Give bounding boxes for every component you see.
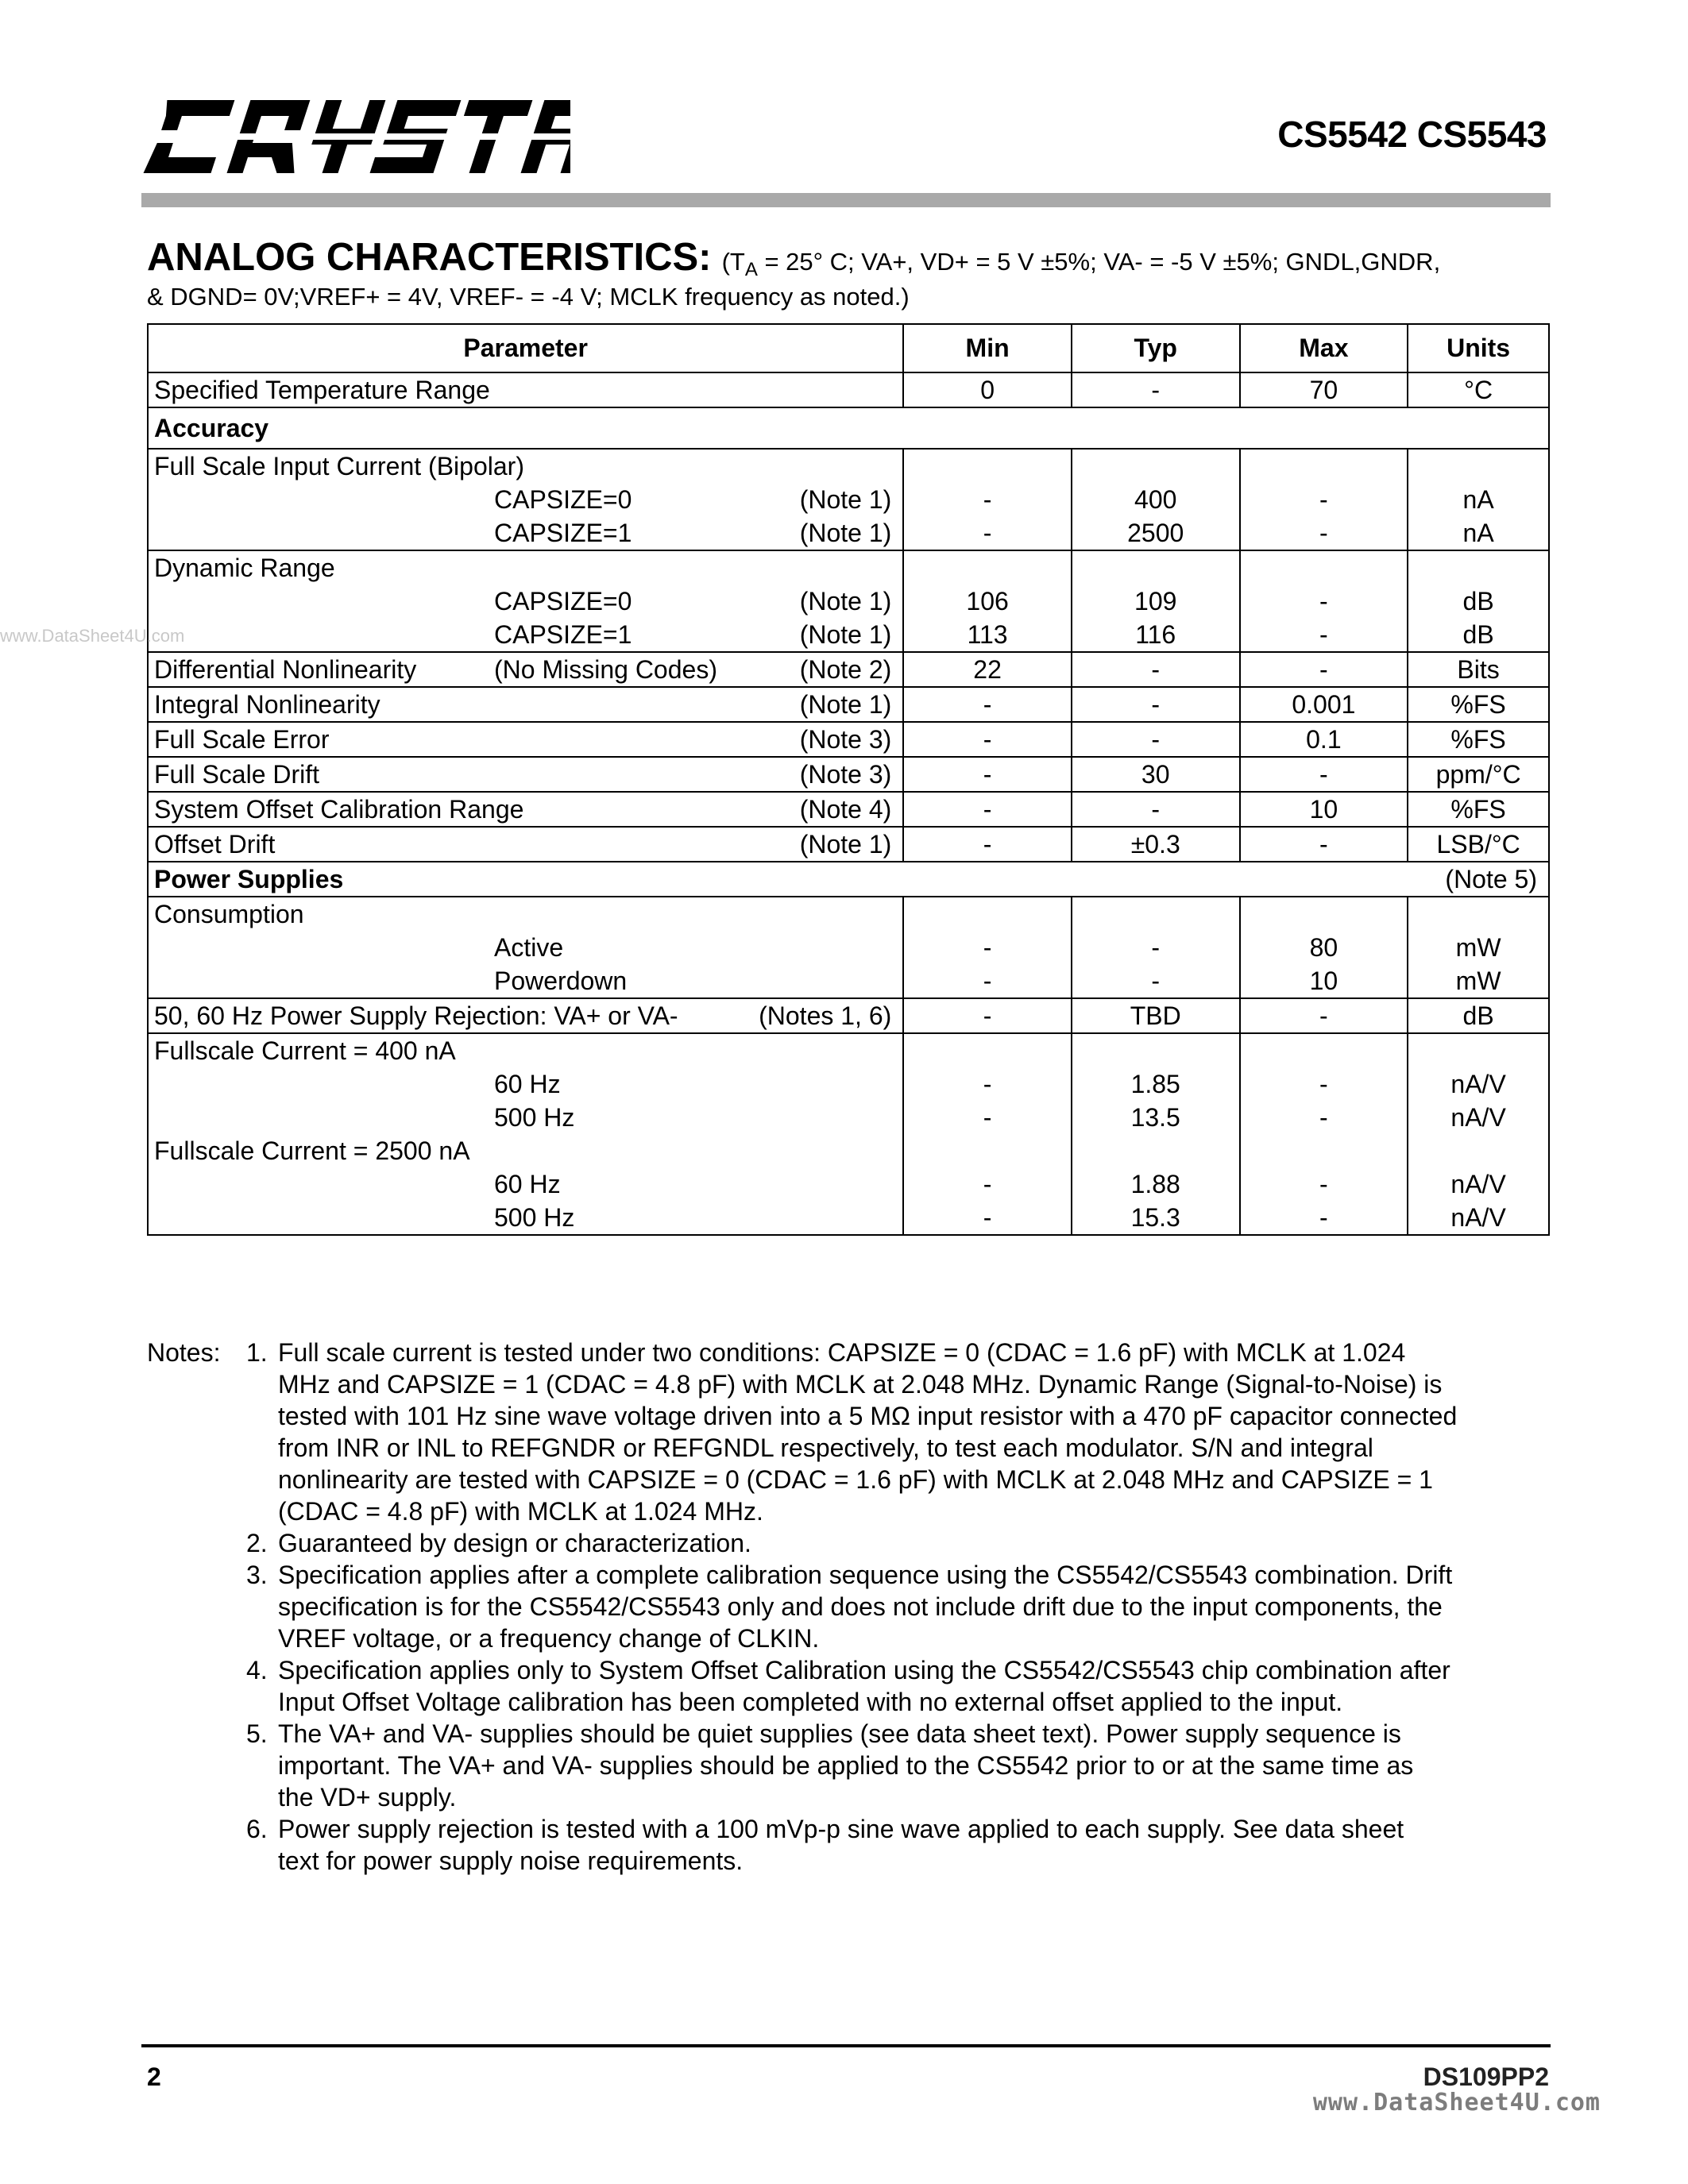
- typ-value: 30: [1141, 760, 1170, 789]
- max-value: 80: [1309, 933, 1338, 962]
- unit-value: %FS: [1450, 690, 1506, 719]
- parameter-line: [154, 585, 902, 618]
- note-text-line: nonlinearity are tested with CAPSIZE = 0 (CDAC = 1.6 pF) with MCLK at 2.048 MHz and CAPSIZE = 1: [278, 1465, 1433, 1494]
- section-title: [147, 234, 1553, 312]
- typ-cell: [1072, 792, 1240, 827]
- parameter-cell: [148, 652, 903, 687]
- max-value: -: [1319, 587, 1328, 615]
- parameter-line: [154, 653, 902, 686]
- typ-value: 13.5: [1130, 1103, 1180, 1132]
- unit-cell: [1408, 722, 1549, 757]
- parameter-cell: [148, 757, 903, 792]
- unit-value: dB: [1462, 620, 1494, 649]
- note-number: 5.: [246, 1719, 268, 1748]
- unit-value: %FS: [1450, 725, 1506, 754]
- typ-value: 1.88: [1130, 1170, 1180, 1198]
- note-ref: (Note 4): [799, 795, 892, 824]
- note-ref: (Note 3): [799, 725, 892, 754]
- notes-section: [147, 1337, 1561, 1877]
- parameter-line: [154, 1101, 902, 1134]
- typ-value: 109: [1134, 587, 1177, 615]
- parameter-line: [154, 483, 902, 516]
- max-value: [1241, 551, 1408, 585]
- max-cell: [1240, 792, 1408, 827]
- note-text-line: Specification applies only to System Offset Calibration using the CS5542/CS5543 chip combination after: [278, 1656, 1450, 1684]
- parameter-line: [154, 618, 902, 651]
- note-text-line: Specification applies after a complete calibration sequence using the CS5542/CS5543 combination. Drift: [278, 1561, 1453, 1589]
- unit-cell: [1408, 1033, 1549, 1235]
- note-item: [147, 1527, 1561, 1559]
- parameter-cell: [148, 722, 903, 757]
- condition-label: CAPSIZE=1: [494, 519, 632, 547]
- min-value: -: [983, 1203, 992, 1232]
- parameter-line: [154, 450, 902, 483]
- parameter-name: Offset Drift: [154, 830, 276, 859]
- parameter-name: Fullscale Current = 400 nA: [154, 1036, 456, 1065]
- max-value: 10: [1309, 795, 1338, 824]
- note-item: [147, 1559, 1561, 1654]
- max-cell: [1240, 722, 1408, 757]
- typ-value: [1072, 1034, 1239, 1067]
- note-text-line: The VA+ and VA- supplies should be quiet supplies (see data sheet text). Power supply sequence is: [278, 1719, 1401, 1748]
- note-number: 6.: [246, 1815, 268, 1843]
- unit-value: nA/V: [1450, 1103, 1506, 1132]
- header-parameter: Parameter: [148, 324, 903, 372]
- min-value: -: [983, 967, 992, 995]
- unit-value: [1408, 450, 1548, 483]
- parameter-name: Full Scale Error: [154, 725, 330, 754]
- table-row: [148, 722, 1549, 757]
- parameter-cell: [148, 897, 903, 998]
- crystal-logo: [141, 94, 570, 181]
- parameter-line: [154, 1201, 902, 1234]
- max-value: -: [1319, 1103, 1328, 1132]
- min-value: [904, 551, 1071, 585]
- parameter-cell: [148, 687, 903, 722]
- note-text-line: text for power supply noise requirements.: [278, 1846, 744, 1875]
- min-cell: [903, 1033, 1072, 1235]
- typ-value: TBD: [1130, 1001, 1181, 1030]
- min-value: -: [983, 485, 992, 514]
- min-cell: [903, 757, 1072, 792]
- max-cell: [1240, 897, 1408, 998]
- max-cell: [1240, 449, 1408, 550]
- min-value: [904, 1134, 1071, 1167]
- parameter-line: [154, 964, 902, 997]
- min-cell: [903, 897, 1072, 998]
- min-value: 0: [980, 376, 995, 404]
- condition-label: CAPSIZE=0: [494, 587, 632, 615]
- min-value: -: [983, 1070, 992, 1098]
- note-text-line: Power supply rejection is tested with a 100 mVp-p sine wave applied to each supply. See data sheet: [278, 1815, 1404, 1843]
- parameter-cell: [148, 792, 903, 827]
- note-ref: (Note 1): [799, 587, 892, 615]
- table-row: [148, 757, 1549, 792]
- max-value: 0.1: [1306, 725, 1342, 754]
- min-value: 106: [966, 587, 1009, 615]
- note-text-line: Input Offset Voltage calibration has been completed with no external offset applied to the input.: [278, 1688, 1343, 1716]
- parameter-cell: [148, 550, 903, 652]
- min-value: -: [983, 1001, 992, 1030]
- note-ref: (Notes 1, 6): [759, 1001, 892, 1030]
- max-value: 70: [1309, 376, 1338, 404]
- table-row: [148, 449, 1549, 550]
- typ-value: [1072, 1134, 1239, 1167]
- max-cell: [1240, 372, 1408, 407]
- parameter-name: Full Scale Input Current (Bipolar): [154, 452, 524, 480]
- parameter-cell: [148, 827, 903, 862]
- parameter-cell: [148, 407, 1549, 449]
- note-ref: (Note 5): [1445, 865, 1537, 893]
- typ-cell: [1072, 757, 1240, 792]
- table-row: [148, 1033, 1549, 1235]
- max-cell: [1240, 652, 1408, 687]
- parameter-name: Full Scale Drift: [154, 760, 320, 789]
- section-heading: ANALOG CHARACTERISTICS:: [147, 236, 712, 279]
- parameter-name: Power Supplies: [154, 865, 344, 893]
- unit-value: [1408, 897, 1548, 931]
- unit-value: mW: [1455, 967, 1501, 995]
- table-header-row: [148, 324, 1549, 372]
- note-text-line: specification is for the CS5542/CS5543 only and does not include drift due to the input components, the: [278, 1592, 1443, 1621]
- unit-value: [1408, 1134, 1548, 1167]
- min-value: -: [983, 690, 992, 719]
- table-row: [148, 407, 1549, 449]
- unit-cell: [1408, 827, 1549, 862]
- parameter-line: [154, 1067, 902, 1101]
- parameter-name: Dynamic Range: [154, 554, 335, 582]
- unit-cell: [1408, 449, 1549, 550]
- parameter-cell: [148, 998, 903, 1033]
- typ-value: -: [1151, 690, 1161, 719]
- header-typ: Typ: [1072, 324, 1240, 372]
- max-value: -: [1319, 1170, 1328, 1198]
- bottom-watermark: www.DataSheet4U.com: [1312, 2089, 1601, 2116]
- max-value: -: [1319, 1203, 1328, 1232]
- note-ref: (Note 1): [799, 830, 892, 859]
- condition-label: 60 Hz: [494, 1170, 561, 1198]
- min-cell: [903, 550, 1072, 652]
- min-value: 22: [973, 655, 1002, 684]
- table-row: [148, 827, 1549, 862]
- parameter-line: [154, 1134, 902, 1167]
- condition-qualifier: (No Missing Codes): [494, 655, 717, 684]
- note-text-line: tested with 101 Hz sine wave voltage driven into a 5 MΩ input resistor with a 470 pF capacitor connected: [278, 1402, 1458, 1430]
- note-text-line: (CDAC = 4.8 pF) with MCLK at 1.024 MHz.: [278, 1497, 763, 1526]
- condition-label: 500 Hz: [494, 1203, 575, 1232]
- document-id: DS109PP2: [1423, 2062, 1549, 2091]
- table-row: [148, 652, 1549, 687]
- conditions-line2: & DGND= 0V;VREF+ = 4V, VREF- = -4 V; MCLK frequency as noted.): [147, 282, 910, 311]
- condition-label: CAPSIZE=1: [494, 620, 632, 649]
- note-text-line: the VD+ supply.: [278, 1783, 457, 1812]
- note-text-line: MHz and CAPSIZE = 1 (CDAC = 4.8 pF) with MCLK at 2.048 MHz. Dynamic Range (Signal-to-Noise) is: [278, 1370, 1443, 1399]
- unit-cell: [1408, 550, 1549, 652]
- max-cell: [1240, 827, 1408, 862]
- min-cell: [903, 687, 1072, 722]
- table-row: [148, 897, 1549, 998]
- max-value: 10: [1309, 967, 1338, 995]
- unit-value: dB: [1462, 1001, 1494, 1030]
- max-value: -: [1319, 620, 1328, 649]
- unit-value: mW: [1455, 933, 1501, 962]
- condition-label: 60 Hz: [494, 1070, 561, 1098]
- notes-label: Notes:: [147, 1338, 221, 1367]
- condition-label: 500 Hz: [494, 1103, 575, 1132]
- note-text-line: Full scale current is tested under two conditions: CAPSIZE = 0 (CDAC = 1.6 pF) with MCLK at 1.024: [278, 1338, 1406, 1367]
- header-min: Min: [903, 324, 1072, 372]
- note-number: 2.: [246, 1529, 268, 1557]
- unit-value: nA/V: [1450, 1170, 1506, 1198]
- typ-cell: [1072, 827, 1240, 862]
- max-cell: [1240, 687, 1408, 722]
- unit-value: [1408, 551, 1548, 585]
- parameter-line: [154, 373, 902, 407]
- note-item: [147, 1337, 1561, 1527]
- max-value: -: [1319, 485, 1328, 514]
- parameter-line: [154, 862, 1548, 896]
- parameter-line: [154, 723, 902, 756]
- parameter-cell: [148, 862, 1549, 897]
- unit-cell: [1408, 372, 1549, 407]
- parameter-line: [154, 1034, 902, 1067]
- typ-value: 2500: [1127, 519, 1184, 547]
- unit-cell: [1408, 652, 1549, 687]
- parameter-line: [154, 793, 902, 826]
- header-rule: [141, 193, 1551, 207]
- min-value: -: [983, 725, 992, 754]
- typ-cell: [1072, 372, 1240, 407]
- typ-cell: [1072, 550, 1240, 652]
- typ-cell: [1072, 652, 1240, 687]
- unit-value: nA/V: [1450, 1203, 1506, 1232]
- typ-value: -: [1151, 967, 1161, 995]
- typ-value: 400: [1134, 485, 1177, 514]
- min-value: [904, 1034, 1071, 1067]
- parameter-name: Consumption: [154, 900, 304, 928]
- unit-value: LSB/°C: [1436, 830, 1520, 859]
- unit-value: nA: [1462, 485, 1494, 514]
- analog-characteristics-table: [147, 323, 1550, 1236]
- note-item: [147, 1654, 1561, 1718]
- page-number: 2: [147, 2062, 161, 2091]
- parameter-line: [154, 931, 902, 964]
- typ-cell: [1072, 449, 1240, 550]
- parameter-line: [154, 1167, 902, 1201]
- parameter-name: 50, 60 Hz Power Supply Rejection: VA+ or VA-: [154, 1001, 678, 1030]
- min-value: [904, 450, 1071, 483]
- max-value: -: [1319, 655, 1328, 684]
- typ-value: [1072, 551, 1239, 585]
- max-value: 0.001: [1292, 690, 1356, 719]
- typ-cell: [1072, 998, 1240, 1033]
- parameter-name: Specified Temperature Range: [154, 376, 490, 404]
- parameter-name: Accuracy: [154, 414, 269, 442]
- note-text-line: from INR or INL to REFGNDR or REFGNDL respectively, to test each modulator. S/N and integral: [278, 1433, 1373, 1462]
- max-value: [1241, 897, 1408, 931]
- note-ref: (Note 1): [799, 485, 892, 514]
- unit-cell: [1408, 792, 1549, 827]
- header-max: Max: [1240, 324, 1408, 372]
- notes-list: [147, 1337, 1561, 1877]
- parameter-name: System Offset Calibration Range: [154, 795, 524, 824]
- max-value: -: [1319, 1001, 1328, 1030]
- typ-value: [1072, 450, 1239, 483]
- condition-label: CAPSIZE=0: [494, 485, 632, 514]
- min-value: [904, 897, 1071, 931]
- parameter-line: [154, 411, 1548, 445]
- parameter-cell: [148, 1033, 903, 1235]
- unit-value: %FS: [1450, 795, 1506, 824]
- table-row: [148, 687, 1549, 722]
- note-item: [147, 1718, 1561, 1813]
- min-value: -: [983, 933, 992, 962]
- min-cell: [903, 998, 1072, 1033]
- typ-cell: [1072, 722, 1240, 757]
- unit-cell: [1408, 897, 1549, 998]
- note-ref: (Note 3): [799, 760, 892, 789]
- unit-value: dB: [1462, 587, 1494, 615]
- min-value: -: [983, 795, 992, 824]
- typ-value: -: [1151, 725, 1161, 754]
- max-cell: [1240, 998, 1408, 1033]
- max-cell: [1240, 1033, 1408, 1235]
- parameter-line: [154, 897, 902, 931]
- table-row: [148, 550, 1549, 652]
- condition-label: Powerdown: [494, 967, 628, 995]
- note-ref: (Note 1): [799, 690, 892, 719]
- table-row: [148, 372, 1549, 407]
- typ-cell: [1072, 897, 1240, 998]
- unit-value: °C: [1464, 376, 1493, 404]
- min-cell: [903, 827, 1072, 862]
- min-value: 113: [967, 620, 1008, 649]
- parameter-cell: [148, 372, 903, 407]
- note-number: 1.: [246, 1338, 268, 1367]
- parameter-name: Fullscale Current = 2500 nA: [154, 1136, 470, 1165]
- note-ref: (Note 1): [799, 519, 892, 547]
- typ-value: -: [1151, 376, 1161, 404]
- conditions: ($T_A = 25^\circ$ C; VA+, VD+ = 5 V ±5%; VA- = -5 V ±5%; GNDL,GNDR,: [721, 248, 1441, 281]
- min-cell: [903, 449, 1072, 550]
- typ-value: -: [1151, 933, 1161, 962]
- note-number: 3.: [246, 1561, 268, 1589]
- typ-cell: [1072, 1033, 1240, 1235]
- typ-value: 1.85: [1130, 1070, 1180, 1098]
- note-ref: (Note 2): [799, 655, 892, 684]
- parameter-line: [154, 688, 902, 721]
- unit-value: nA: [1462, 519, 1494, 547]
- min-cell: [903, 372, 1072, 407]
- note-ref: (Note 1): [799, 620, 892, 649]
- part-numbers: CS5542 CS5543: [1277, 114, 1547, 155]
- parameter-line: [154, 551, 902, 585]
- typ-value: [1072, 897, 1239, 931]
- condition-label: Active: [494, 933, 564, 962]
- table-body: [148, 372, 1549, 1235]
- note-text-line: important. The VA+ and VA- supplies should be applied to the CS5542 prior to or at the same time as: [278, 1751, 1414, 1780]
- typ-value: 15.3: [1130, 1203, 1180, 1232]
- max-value: -: [1319, 760, 1328, 789]
- max-value: [1241, 1134, 1408, 1167]
- footer-rule: [141, 2044, 1551, 2047]
- typ-value: 116: [1135, 620, 1176, 649]
- note-number: 4.: [246, 1656, 268, 1684]
- parameter-cell: [148, 449, 903, 550]
- min-value: -: [983, 830, 992, 859]
- header-units: Units: [1408, 324, 1549, 372]
- min-cell: [903, 792, 1072, 827]
- max-value: -: [1319, 519, 1328, 547]
- parameter-name: Differential Nonlinearity: [154, 655, 417, 684]
- max-value: [1241, 1034, 1408, 1067]
- min-cell: [903, 652, 1072, 687]
- note-text-line: Guaranteed by design or characterization.: [278, 1529, 751, 1557]
- unit-cell: [1408, 687, 1549, 722]
- min-value: -: [983, 1170, 992, 1198]
- typ-value: ±0.3: [1130, 830, 1180, 859]
- max-cell: [1240, 550, 1408, 652]
- parameter-line: [154, 758, 902, 791]
- min-value: -: [983, 519, 992, 547]
- max-value: -: [1319, 1070, 1328, 1098]
- max-value: [1241, 450, 1408, 483]
- table-row: [148, 792, 1549, 827]
- note-text-line: VREF voltage, or a frequency change of CLKIN.: [278, 1624, 820, 1653]
- parameter-line: [154, 516, 902, 550]
- typ-cell: [1072, 687, 1240, 722]
- unit-cell: [1408, 757, 1549, 792]
- unit-value: [1408, 1034, 1548, 1067]
- unit-cell: [1408, 998, 1549, 1033]
- typ-value: -: [1151, 795, 1161, 824]
- parameter-line: [154, 828, 902, 861]
- min-value: -: [983, 760, 992, 789]
- note-item: [147, 1813, 1561, 1877]
- parameter-line: [154, 999, 902, 1032]
- min-value: -: [983, 1103, 992, 1132]
- min-cell: [903, 722, 1072, 757]
- unit-value: nA/V: [1450, 1070, 1506, 1098]
- max-value: -: [1319, 830, 1328, 859]
- table-row: [148, 862, 1549, 897]
- side-watermark: www.DataSheet4U.com: [0, 626, 185, 646]
- table-row: [148, 998, 1549, 1033]
- parameter-name: Integral Nonlinearity: [154, 690, 380, 719]
- unit-value: Bits: [1457, 655, 1500, 684]
- typ-value: -: [1151, 655, 1161, 684]
- max-cell: [1240, 757, 1408, 792]
- unit-value: ppm/°C: [1435, 760, 1521, 789]
